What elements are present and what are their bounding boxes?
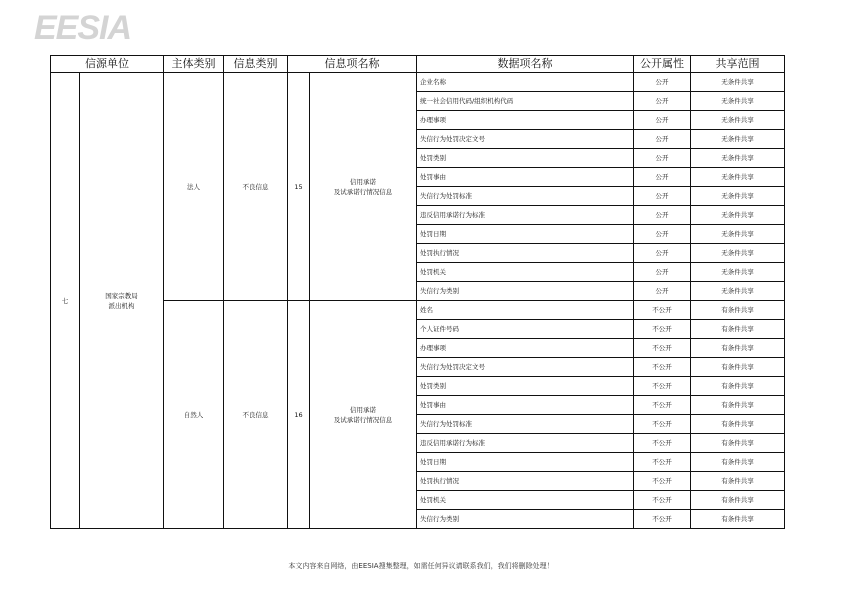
info-type-cell: 不良信息 <box>224 301 288 529</box>
public-attribute-cell: 不公开 <box>634 491 691 510</box>
share-scope-cell: 无条件共享 <box>691 225 785 244</box>
public-attribute-cell: 不公开 <box>634 434 691 453</box>
public-attribute-cell: 公开 <box>634 244 691 263</box>
data-item-name-cell: 违反信用承诺行为标准 <box>417 206 634 225</box>
data-item-name-cell: 企业名称 <box>417 73 634 92</box>
data-item-name-cell: 处罚事由 <box>417 168 634 187</box>
header-subject-type: 主体类别 <box>164 56 224 73</box>
source-unit-name: 国家宗教局 派出机构 <box>80 73 164 529</box>
share-scope-cell: 无条件共享 <box>691 73 785 92</box>
header-info-type: 信息类别 <box>224 56 288 73</box>
public-attribute-cell: 不公开 <box>634 396 691 415</box>
data-item-name-cell: 失信行为处罚决定文号 <box>417 358 634 377</box>
public-attribute-cell: 不公开 <box>634 472 691 491</box>
data-item-name-cell: 处罚机关 <box>417 263 634 282</box>
info-type-cell: 不良信息 <box>224 73 288 301</box>
share-scope-cell: 无条件共享 <box>691 187 785 206</box>
header-data-item-name: 数据项名称 <box>417 56 634 73</box>
item-number-cell: 16 <box>288 301 310 529</box>
public-attribute-cell: 公开 <box>634 111 691 130</box>
share-scope-cell: 有条件共享 <box>691 377 785 396</box>
data-item-name-cell: 处罚机关 <box>417 491 634 510</box>
subject-type-cell: 自然人 <box>164 301 224 529</box>
share-scope-cell: 无条件共享 <box>691 149 785 168</box>
data-item-name-cell: 处罚执行情况 <box>417 472 634 491</box>
share-scope-cell: 有条件共享 <box>691 453 785 472</box>
share-scope-cell: 有条件共享 <box>691 510 785 529</box>
public-attribute-cell: 公开 <box>634 225 691 244</box>
source-index: 七 <box>51 73 80 529</box>
public-attribute-cell: 不公开 <box>634 510 691 529</box>
public-attribute-cell: 不公开 <box>634 339 691 358</box>
public-attribute-cell: 不公开 <box>634 358 691 377</box>
share-scope-cell: 无条件共享 <box>691 92 785 111</box>
share-scope-cell: 有条件共享 <box>691 434 785 453</box>
public-attribute-cell: 公开 <box>634 168 691 187</box>
data-item-name-cell: 失信行为处罚标准 <box>417 415 634 434</box>
public-attribute-cell: 公开 <box>634 187 691 206</box>
share-scope-cell: 有条件共享 <box>691 358 785 377</box>
data-item-name-cell: 办理事项 <box>417 111 634 130</box>
public-attribute-cell: 不公开 <box>634 320 691 339</box>
credit-info-table <box>50 55 785 529</box>
share-scope-cell: 无条件共享 <box>691 206 785 225</box>
public-attribute-cell: 公开 <box>634 206 691 225</box>
table-row <box>51 73 785 92</box>
eesia-logo: EESIA <box>34 9 132 47</box>
public-attribute-cell: 公开 <box>634 92 691 111</box>
data-item-name-cell: 处罚类别 <box>417 377 634 396</box>
public-attribute-cell: 不公开 <box>634 301 691 320</box>
public-attribute-cell: 不公开 <box>634 377 691 396</box>
data-item-name-cell: 处罚类别 <box>417 149 634 168</box>
data-item-name-cell: 统一社会信用代码/组织机构代码 <box>417 92 634 111</box>
data-item-name-cell: 姓名 <box>417 301 634 320</box>
info-item-name-cell: 信用承诺 及试承诺行情况信息 <box>310 73 417 301</box>
share-scope-cell: 无条件共享 <box>691 244 785 263</box>
table-body <box>51 73 785 529</box>
public-attribute-cell: 公开 <box>634 130 691 149</box>
share-scope-cell: 无条件共享 <box>691 282 785 301</box>
public-attribute-cell: 公开 <box>634 73 691 92</box>
share-scope-cell: 无条件共享 <box>691 168 785 187</box>
footer-disclaimer: 本文内容来自网络，由EESIA搜集整理，如需任何异议请联系我们，我们将删除处理！ <box>288 562 554 570</box>
header-share-scope: 共享范围 <box>691 56 785 73</box>
share-scope-cell: 有条件共享 <box>691 320 785 339</box>
public-attribute-cell: 公开 <box>634 282 691 301</box>
share-scope-cell: 有条件共享 <box>691 301 785 320</box>
table-header-row <box>51 56 785 73</box>
public-attribute-cell: 公开 <box>634 263 691 282</box>
header-info-item-name: 信息项名称 <box>288 56 417 73</box>
item-number-cell: 15 <box>288 73 310 301</box>
data-item-name-cell: 处罚执行情况 <box>417 244 634 263</box>
share-scope-cell: 有条件共享 <box>691 415 785 434</box>
data-item-name-cell: 失信行为类别 <box>417 282 634 301</box>
data-item-name-cell: 个人证件号码 <box>417 320 634 339</box>
data-item-name-cell: 处罚事由 <box>417 396 634 415</box>
public-attribute-cell: 不公开 <box>634 453 691 472</box>
share-scope-cell: 无条件共享 <box>691 130 785 149</box>
data-item-name-cell: 失信行为处罚决定文号 <box>417 130 634 149</box>
data-item-name-cell: 办理事项 <box>417 339 634 358</box>
data-item-name-cell: 处罚日期 <box>417 225 634 244</box>
share-scope-cell: 有条件共享 <box>691 339 785 358</box>
share-scope-cell: 无条件共享 <box>691 111 785 130</box>
data-item-name-cell: 处罚日期 <box>417 453 634 472</box>
data-item-name-cell: 失信行为类别 <box>417 510 634 529</box>
data-item-name-cell: 失信行为处罚标准 <box>417 187 634 206</box>
share-scope-cell: 有条件共享 <box>691 396 785 415</box>
share-scope-cell: 无条件共享 <box>691 263 785 282</box>
share-scope-cell: 有条件共享 <box>691 472 785 491</box>
header-source-unit: 信源单位 <box>51 56 164 73</box>
public-attribute-cell: 公开 <box>634 149 691 168</box>
public-attribute-cell: 不公开 <box>634 415 691 434</box>
info-item-name-cell: 信用承诺 及试承诺行情况信息 <box>310 301 417 529</box>
subject-type-cell: 法人 <box>164 73 224 301</box>
header-public-attribute: 公开属性 <box>634 56 691 73</box>
share-scope-cell: 有条件共享 <box>691 491 785 510</box>
data-item-name-cell: 违反信用承诺行为标准 <box>417 434 634 453</box>
